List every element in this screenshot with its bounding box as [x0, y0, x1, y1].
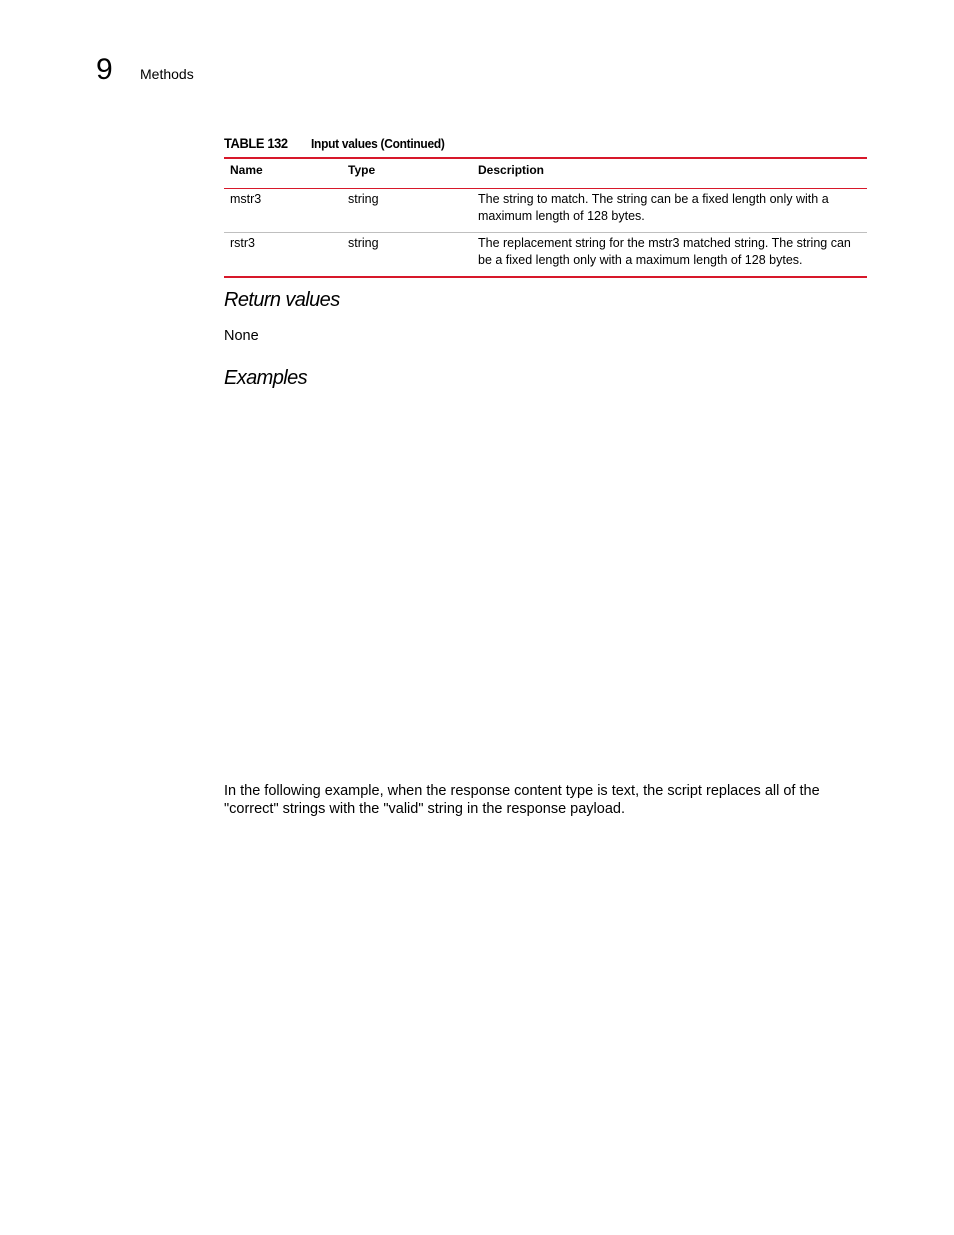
cell-name: rstr3 — [230, 236, 255, 250]
cell-name: mstr3 — [230, 192, 262, 206]
cell-description: The replacement string for the mstr3 matched string. The string can be a fixed length only with a maximum length of 128 bytes. — [478, 236, 851, 267]
column-header-name: Name — [230, 163, 263, 177]
return-values-text: None — [224, 328, 259, 344]
table-header-row — [224, 158, 867, 189]
examples-heading: Examples — [224, 367, 308, 389]
column-header-type: Type — [348, 163, 376, 177]
examples-text: In the following example, when the response content type is text, the script replaces all of the "correct" strings with the "valid" string in the response payload. — [224, 783, 820, 817]
return-values-heading: Return values — [224, 289, 340, 311]
input-values-table — [224, 157, 867, 278]
cell-description: The string to match. The string can be a fixed length only with a maximum length of 128 bytes. — [478, 192, 829, 223]
table-title: Input values (Continued) — [311, 136, 445, 151]
chapter-number: 9 — [96, 53, 113, 86]
table-label: TABLE 132 — [224, 135, 288, 151]
table-row — [224, 233, 867, 278]
column-header-description: Description — [478, 163, 545, 177]
chapter-title: Methods — [140, 66, 194, 82]
cell-type: string — [348, 236, 379, 250]
cell-type: string — [348, 192, 379, 206]
table-row — [224, 189, 867, 233]
table-caption — [224, 135, 456, 153]
